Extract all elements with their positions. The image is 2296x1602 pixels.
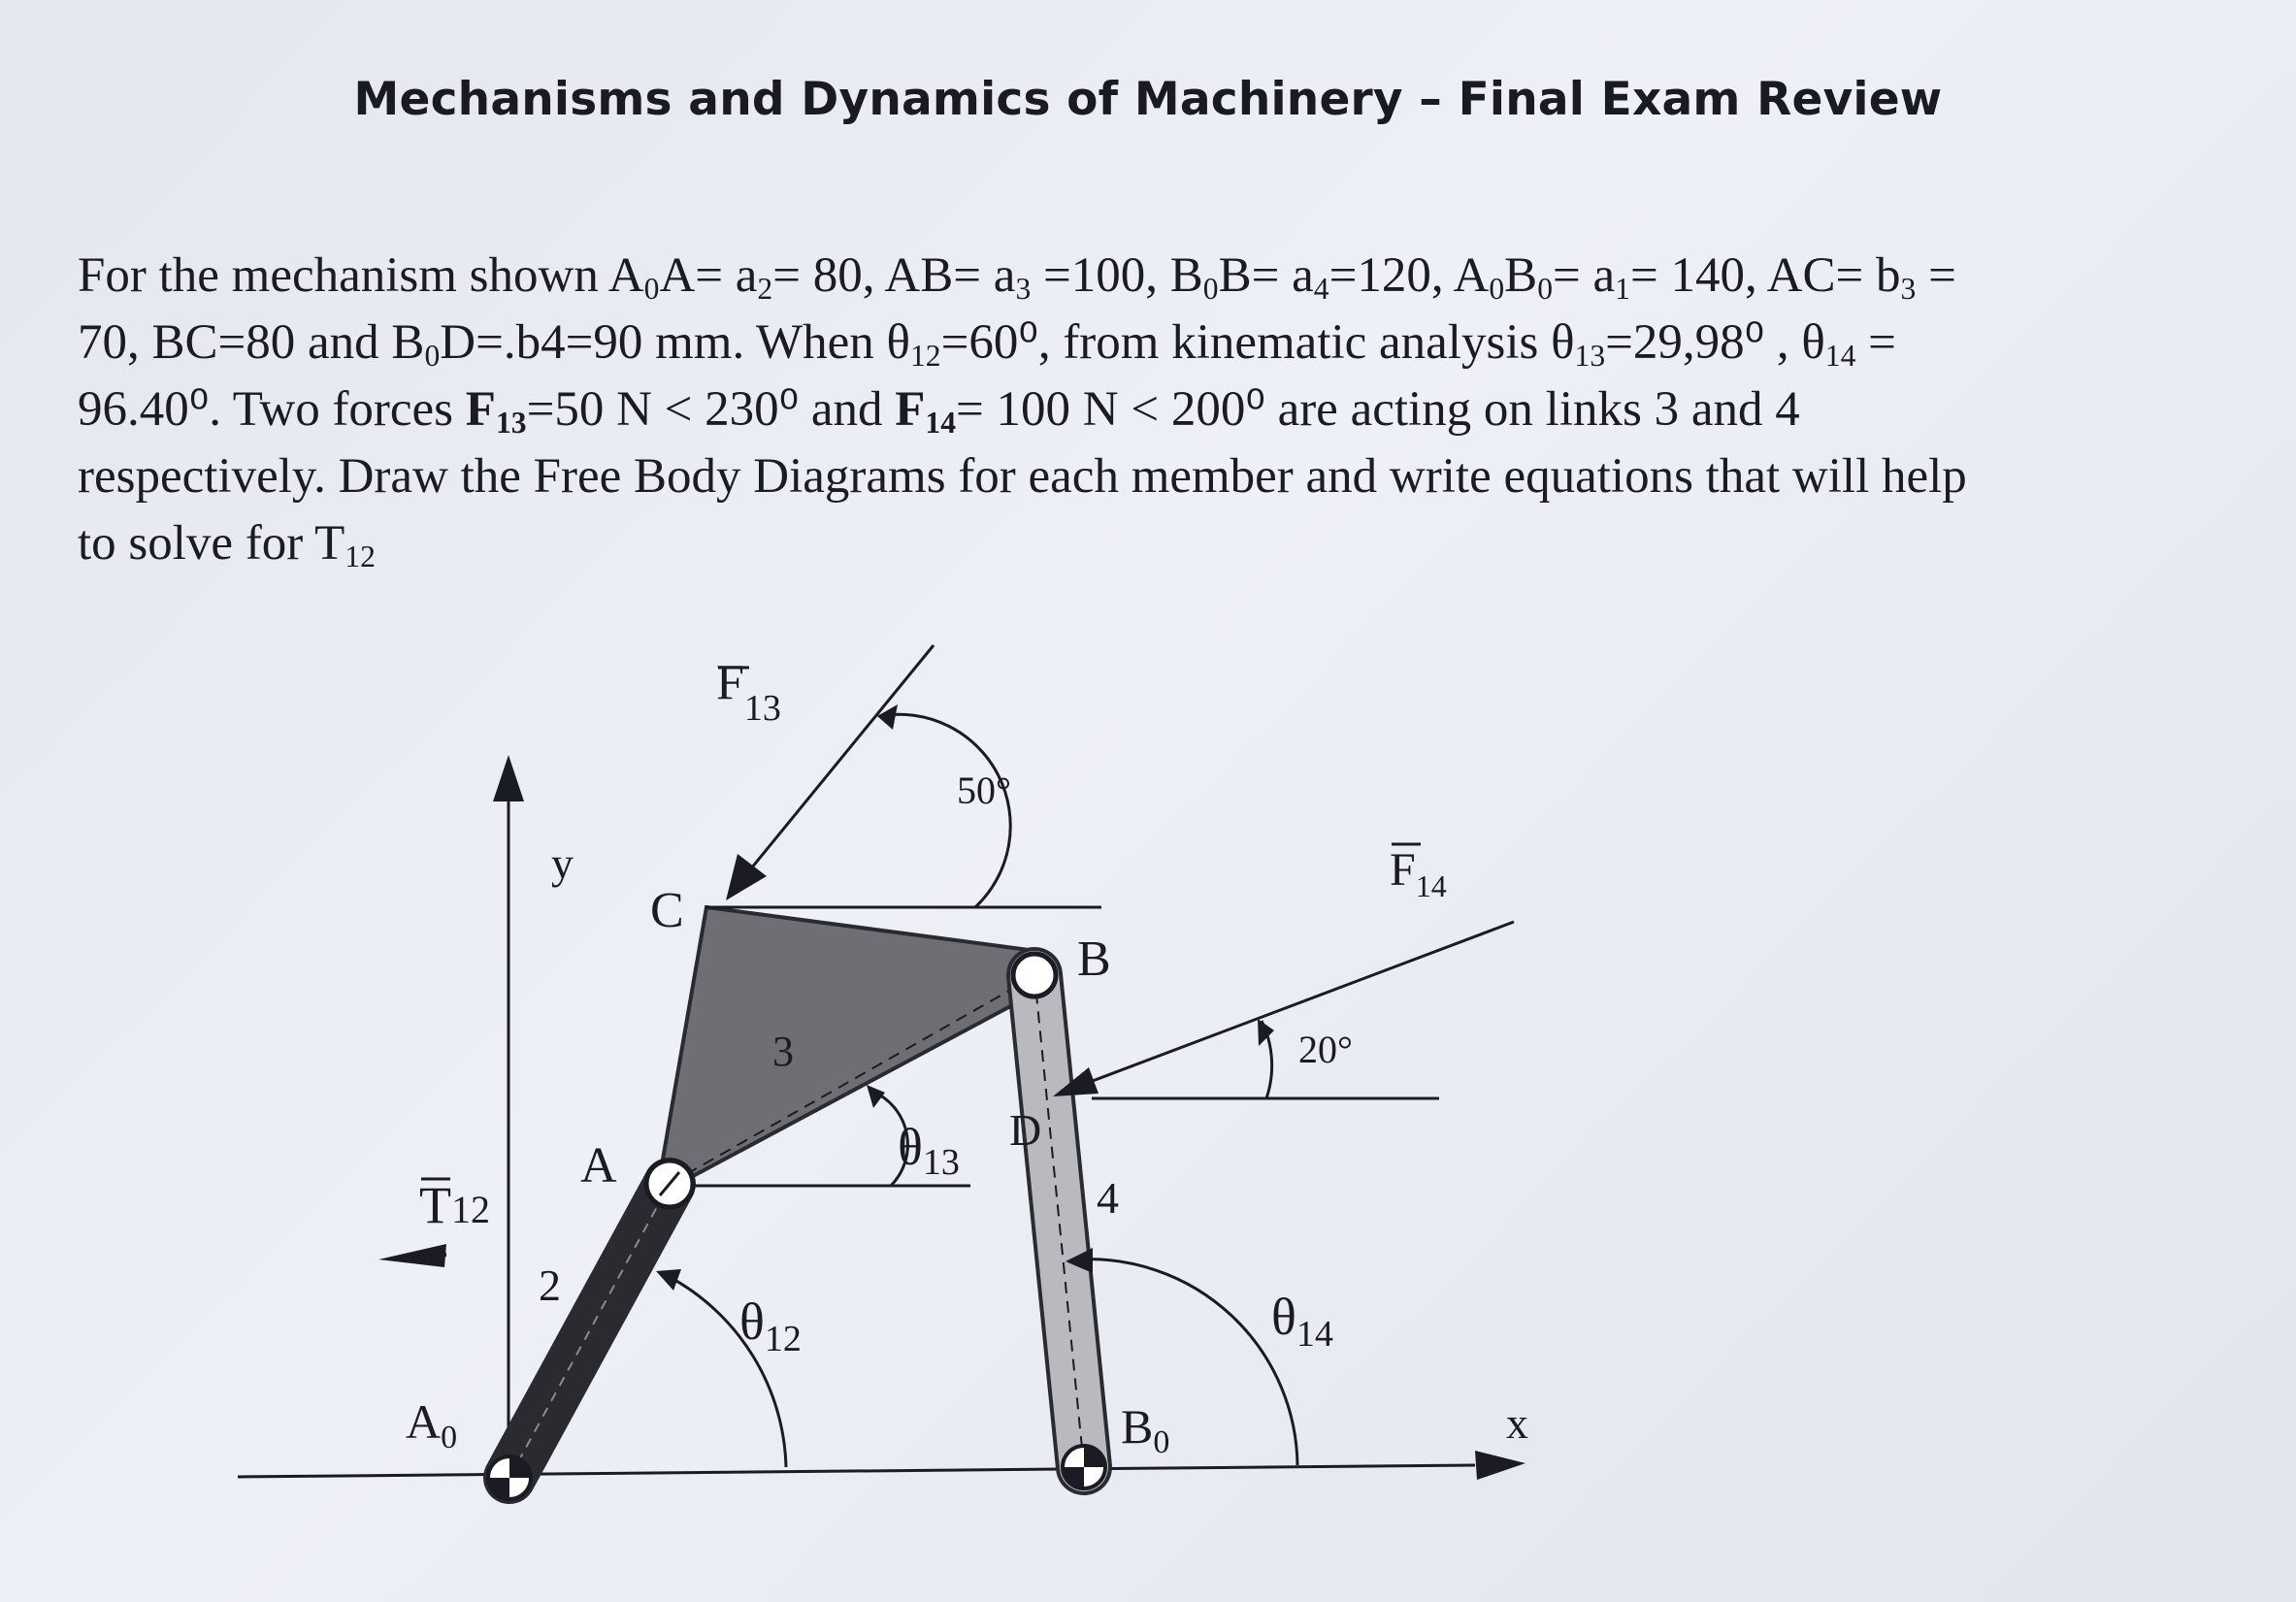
theta-14-arc <box>1077 1259 1297 1465</box>
point-d-label: D <box>1009 1105 1042 1155</box>
theta-14-label: $\theta_{14}$ <box>1271 1288 1333 1355</box>
force-f14-line <box>1077 922 1514 1087</box>
link-2-label: 2 <box>539 1260 561 1310</box>
problem-text-segment: to solve for T <box>78 516 345 571</box>
page-title: Mechanisms and Dynamics of Machinery – Final Exam Review <box>353 73 1943 126</box>
theta-12-arc <box>668 1276 786 1467</box>
problem-text-segment: 70, BC=80 and B <box>78 315 425 370</box>
problem-text-segment: = 80, AB= a <box>772 248 1016 303</box>
problem-text-segment: A= a <box>659 248 758 303</box>
angle-20-arrowhead <box>1258 1019 1274 1046</box>
problem-text-segment: B= a <box>1218 248 1314 303</box>
problem-text-segment: = a <box>1553 248 1616 303</box>
problem-text-segment: 3 <box>1015 271 1032 306</box>
problem-text-segment: 13 <box>495 405 527 440</box>
y-axis-arrowhead <box>493 755 524 801</box>
problem-text-segment: =50 N < 230⁰ and <box>526 382 896 437</box>
torque-t12-arrowhead <box>378 1244 446 1267</box>
problem-text-segment: =29,98⁰ , θ <box>1605 315 1825 370</box>
problem-text-segment: 12 <box>344 539 376 573</box>
theta-12-label: $\theta_{12}$ <box>739 1292 802 1359</box>
point-b0-label: $B_0$ <box>1121 1399 1170 1460</box>
problem-text-segment: F <box>465 382 496 437</box>
problem-text-segment: = 140, AC= b <box>1629 248 1901 303</box>
y-axis-label: y <box>551 838 574 888</box>
problem-text-segment: = <box>1855 315 1896 370</box>
force-f13-line <box>747 645 934 873</box>
problem-text-segment: 12 <box>910 338 941 373</box>
problem-text-segment: = 100 N < 200⁰ are acting on links 3 and 4 <box>956 382 1800 437</box>
problem-text-segment: B <box>1504 248 1538 303</box>
force-f14-label: $F_{14}$ <box>1390 844 1447 903</box>
point-c-label: C <box>650 883 684 938</box>
x-axis <box>238 1465 1475 1477</box>
problem-text-segment: 0 <box>424 338 441 373</box>
problem-text-segment: 1 <box>1615 271 1630 306</box>
problem-text-segment: 0 <box>1202 271 1219 306</box>
point-a-label: A <box>580 1138 617 1193</box>
problem-text-segment: 0 <box>1537 271 1554 306</box>
problem-text-segment: 14 <box>1824 338 1856 373</box>
problem-text-segment: =120, A <box>1328 248 1490 303</box>
problem-text-segment: = <box>1916 248 1956 303</box>
x-axis-label: x <box>1506 1398 1528 1448</box>
problem-text-segment: 96.40⁰. Two forces <box>78 382 466 437</box>
problem-text-segment: 0 <box>1489 271 1505 306</box>
force-f13-label: $F_{13}$ <box>716 655 781 729</box>
angle-50-label: 50° <box>957 768 1011 812</box>
problem-text-segment: =100, B <box>1031 248 1203 303</box>
problem-text-segment: respectively. Draw the Free Body Diagrams for each member and write equations that will help <box>78 449 1967 504</box>
point-a0-label: $A_0$ <box>406 1394 458 1455</box>
problem-text-segment: =60⁰, from kinematic analysis θ <box>940 315 1575 370</box>
problem-text-segment: F <box>895 382 926 437</box>
problem-text-segment: 0 <box>643 271 660 306</box>
link-3-plate <box>660 907 1036 1182</box>
problem-text-segment: 3 <box>1900 271 1917 306</box>
torque-t12-label: T12 <box>419 1176 490 1234</box>
link-4-fill <box>1034 975 1084 1467</box>
link-3-label: 3 <box>772 1028 794 1075</box>
force-f13-arrowhead <box>726 854 767 900</box>
problem-text-segment: 14 <box>925 405 957 440</box>
angle-20-label: 20° <box>1298 1028 1353 1071</box>
link-4-label: 4 <box>1097 1173 1119 1223</box>
x-axis-arrowhead <box>1475 1451 1525 1480</box>
problem-text-segment: 13 <box>1574 338 1606 373</box>
theta-13-label: θ13 <box>898 1118 960 1183</box>
problem-text-segment: D=.b4=90 mm. When θ <box>440 315 910 370</box>
problem-text-segment: 2 <box>757 271 773 306</box>
problem-text-segment: For the mechanism shown A <box>78 248 644 303</box>
point-b-label: B <box>1077 932 1111 987</box>
problem-text-segment: 4 <box>1313 271 1329 306</box>
pin-b <box>1013 954 1056 997</box>
